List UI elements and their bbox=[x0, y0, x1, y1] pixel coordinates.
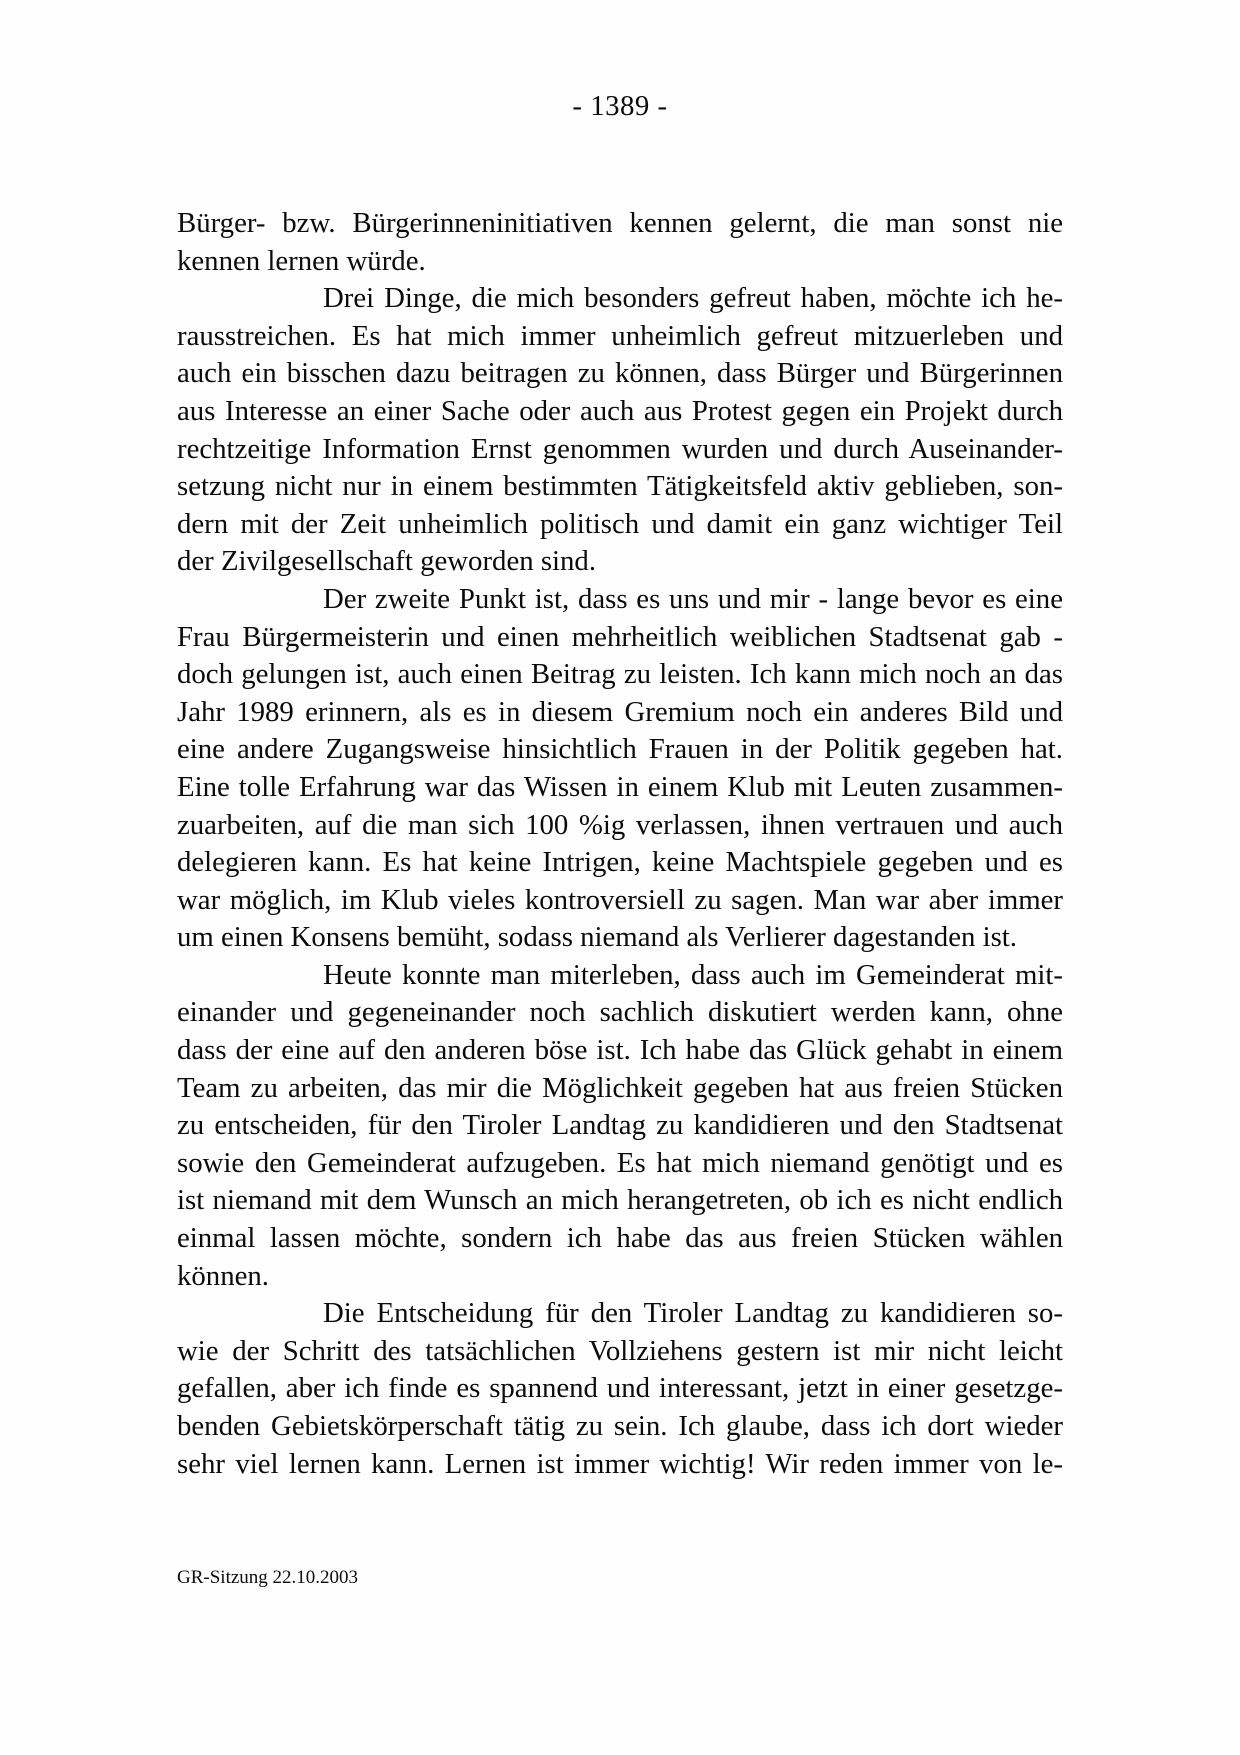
text-line: auch ein bisschen dazu beitragen zu können, dass Bürger und Bürgerinnen bbox=[177, 357, 1063, 390]
text-line: rechtzeitige Information Ernst genommen wurden und durch Auseinander- bbox=[177, 432, 1063, 465]
text-line: war möglich, im Klub vieles kontroversiell zu sagen. Man war aber immer bbox=[177, 883, 1063, 916]
text-line: Jahr 1989 erinnern, als es in diesem Gremium noch ein anderes Bild und bbox=[177, 695, 1063, 728]
text-line: rausstreichen. Es hat mich immer unheimlich gefreut mitzuerleben und bbox=[177, 319, 1063, 352]
text-line: zu entscheiden, für den Tiroler Landtag zu kandidieren und den Stadtsenat bbox=[177, 1109, 1063, 1142]
text-line: können. bbox=[177, 1259, 269, 1292]
text-line: Frau Bürgermeisterin und einen mehrheitlich weiblichen Stadtsenat gab - bbox=[177, 620, 1063, 653]
footer-session-label: GR-Sitzung 22.10.2003 bbox=[177, 1567, 359, 1588]
text-line: um einen Konsens bemüht, sodass niemand als Verlierer dagestanden ist. bbox=[177, 921, 1017, 954]
text-line: einmal lassen möchte, sondern ich habe das aus freien Stücken wählen bbox=[177, 1222, 1063, 1255]
text-line: kennen lernen würde. bbox=[177, 244, 426, 277]
text-line: sowie den Gemeinderat aufzugeben. Es hat mich niemand genötigt und es bbox=[177, 1146, 1063, 1179]
text-line: wie der Schritt des tatsächlichen Vollziehens gestern ist mir nicht leicht bbox=[177, 1334, 1063, 1367]
text-line: Bürger- bzw. Bürgerinneninitiativen kennen gelernt, die man sonst nie bbox=[177, 207, 1063, 239]
text-line: benden Gebietskörperschaft tätig zu sein. Ich glaube, dass ich dort wieder bbox=[177, 1410, 1063, 1442]
text-line: dern mit der Zeit unheimlich politisch und damit ein ganz wichtiger Teil bbox=[177, 507, 1063, 540]
text-line: eine andere Zugangsweise hinsichtlich Frauen in der Politik gegeben hat. bbox=[177, 733, 1063, 766]
text-line: setzung nicht nur in einem bestimmten Tätigkeitsfeld aktiv geblieben, son- bbox=[177, 470, 1063, 503]
body-text bbox=[177, 205, 1063, 1483]
text-line: Drei Dinge, die mich besonders gefreut haben, möchte ich he- bbox=[323, 282, 1063, 315]
text-line: der Zivilgesellschaft geworden sind. bbox=[177, 545, 597, 578]
text-line: dass der eine auf den anderen böse ist. Ich habe das Glück gehabt in einem bbox=[177, 1034, 1063, 1067]
text-line: sehr viel lernen kann. Lernen ist immer wichtig! Wir reden immer von le- bbox=[177, 1447, 1063, 1480]
text-line: Die Entscheidung für den Tiroler Landtag zu kandidieren so- bbox=[323, 1297, 1063, 1330]
text-line: einander und gegeneinander noch sachlich diskutiert werden kann, ohne bbox=[177, 996, 1063, 1029]
text-line: Heute konnte man miterleben, dass auch im Gemeinderat mit- bbox=[323, 958, 1063, 991]
text-line: ist niemand mit dem Wunsch an mich herangetreten, ob ich es nicht endlich bbox=[177, 1184, 1063, 1217]
text-line: Der zweite Punkt ist, dass es uns und mir - lange bevor es eine bbox=[323, 582, 1063, 615]
text-line: aus Interesse an einer Sache oder auch aus Protest gegen ein Projekt durch bbox=[177, 394, 1063, 427]
text-line: doch gelungen ist, auch einen Beitrag zu leisten. Ich kann mich noch an das bbox=[177, 658, 1063, 691]
page-number: - 1389 - bbox=[572, 90, 668, 122]
text-line: zuarbeiten, auf die man sich 100 %ig verlassen, ihnen vertrauen und auch bbox=[177, 808, 1063, 841]
text-line: gefallen, aber ich finde es spannend und interessant, jetzt in einer gesetzge- bbox=[177, 1372, 1063, 1405]
text-line: Eine tolle Erfahrung war das Wissen in einem Klub mit Leuten zusammen- bbox=[177, 770, 1063, 803]
text-line: Team zu arbeiten, das mir die Möglichkeit gegeben hat aus freien Stücken bbox=[177, 1071, 1063, 1104]
text-line: delegieren kann. Es hat keine Intrigen, keine Machtspiele gegeben und es bbox=[177, 846, 1063, 879]
